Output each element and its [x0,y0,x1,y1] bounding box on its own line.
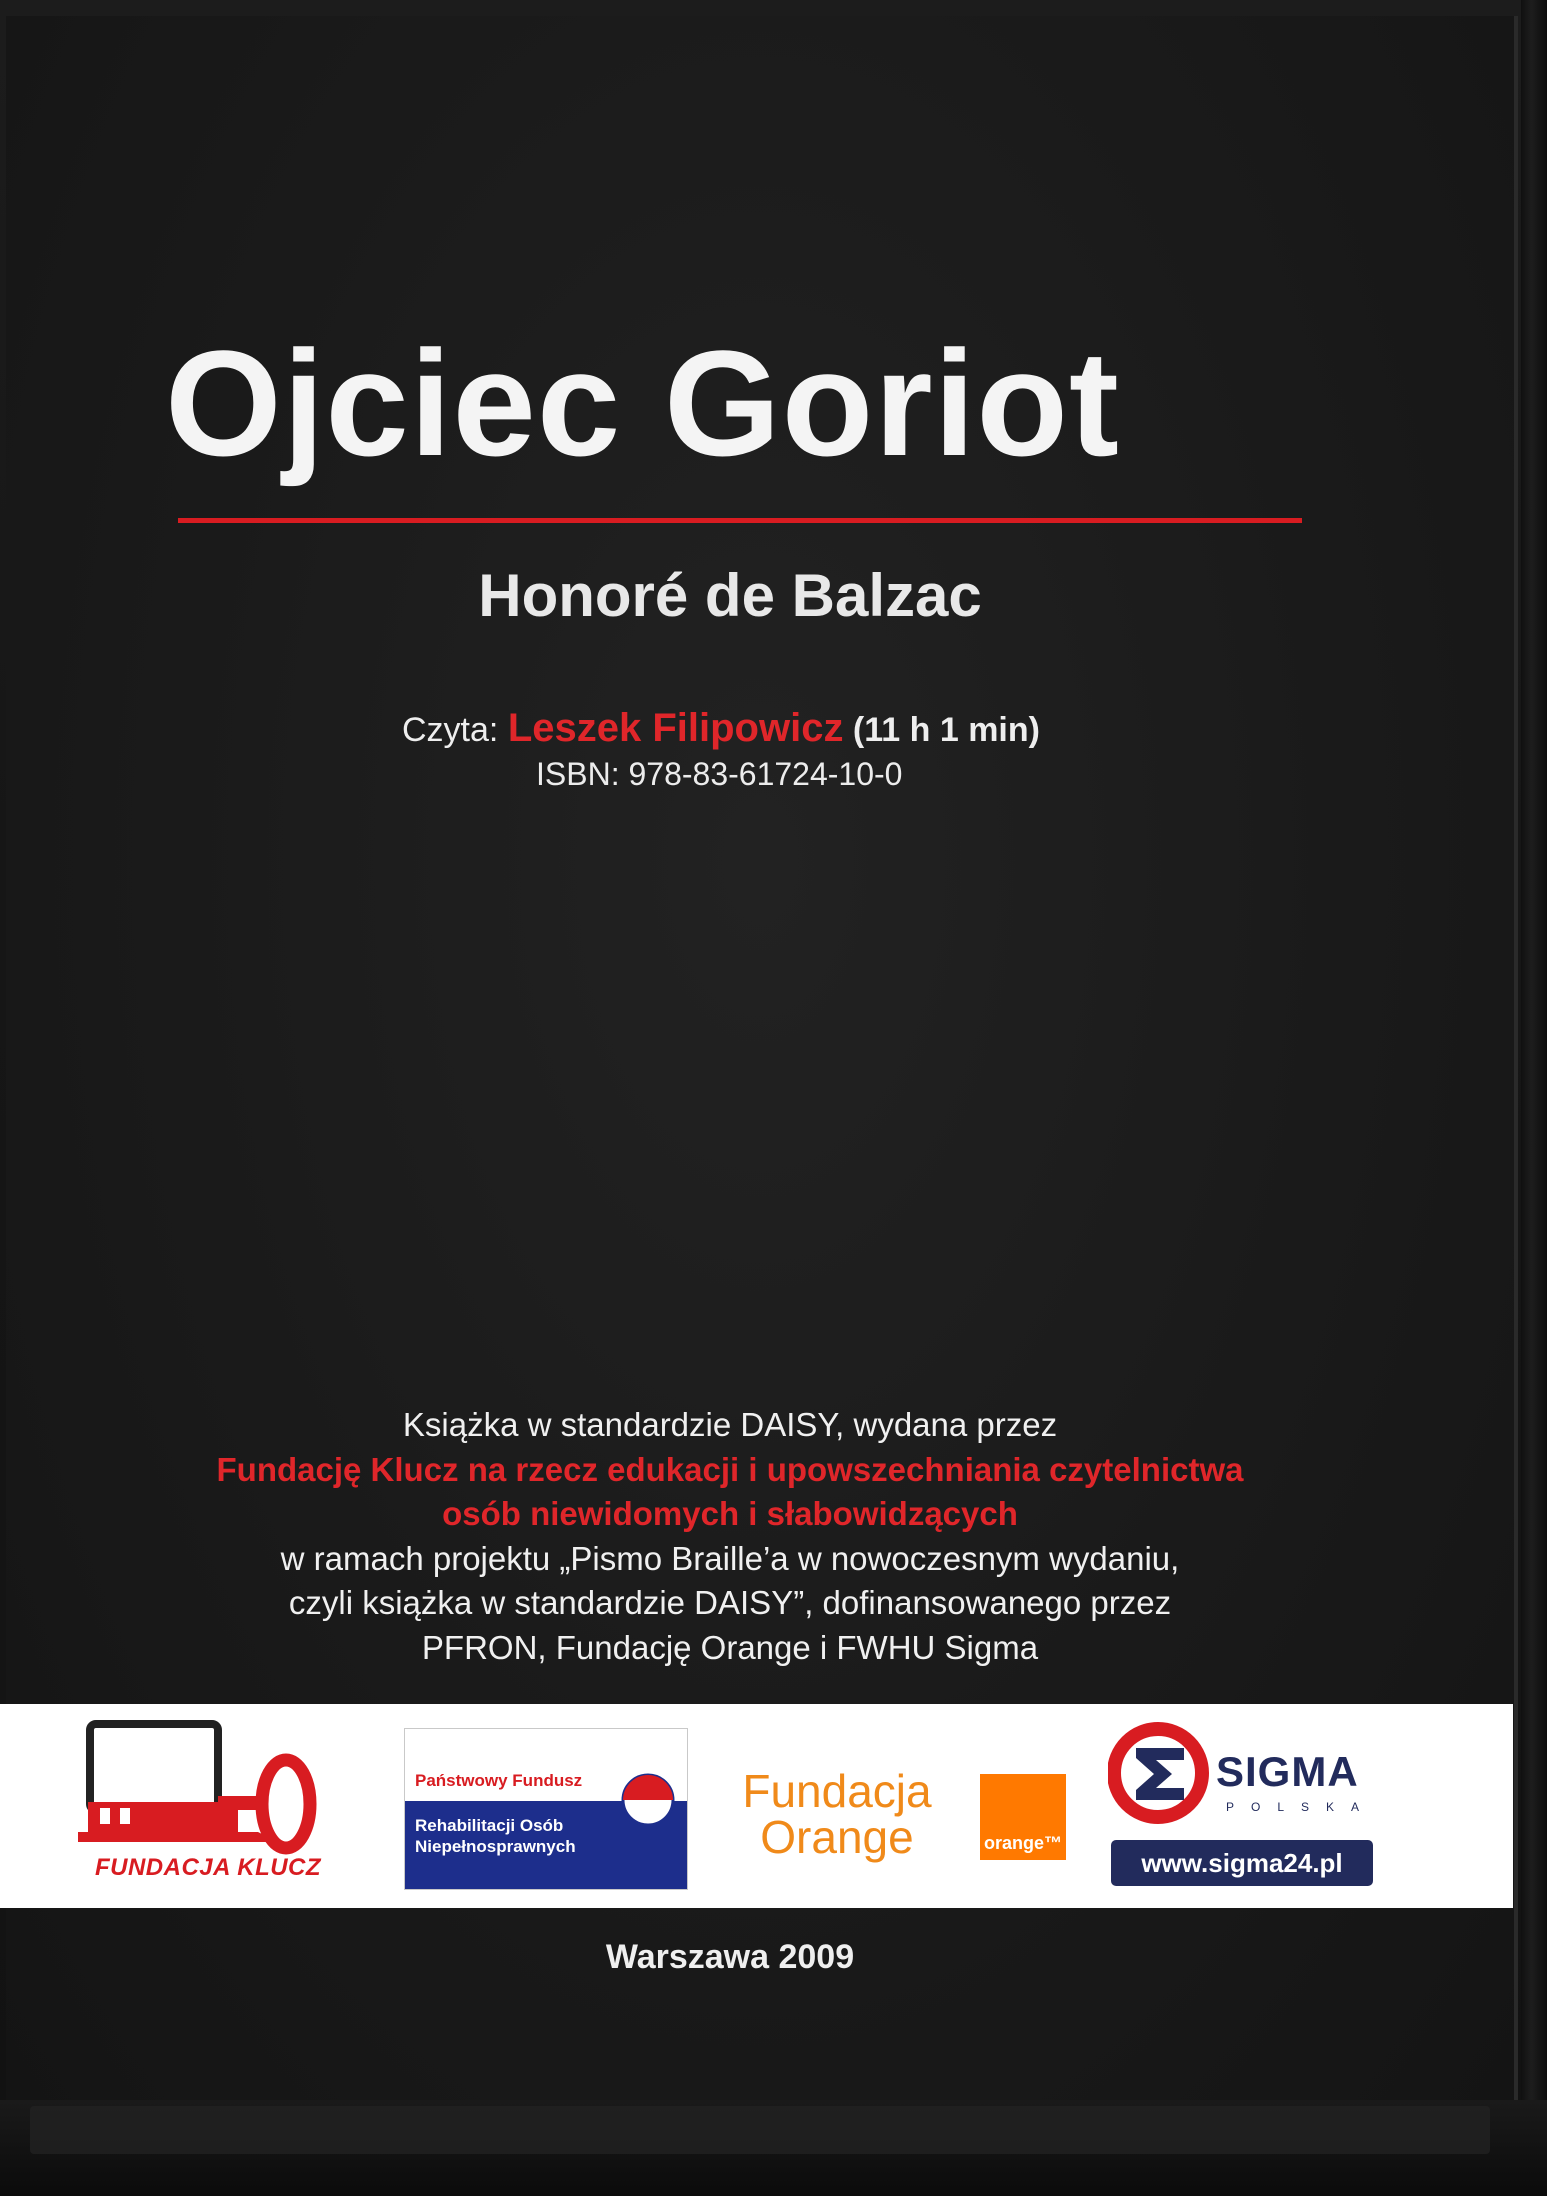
reader-line [402,704,1040,754]
orange-brand-square [980,1774,1066,1860]
pfron-logo-line: Niepełnosprawnych [415,1837,576,1856]
info-line: w ramach projektu „Pismo Braille’a w nowoczesnym wydaniu, [280,1539,1180,1577]
isbn: ISBN: 978-83-61724-10-0 [536,756,903,792]
orange-logo-line: Fundacja [742,1765,932,1817]
publication-info [0,1403,1460,1670]
author-name: Honoré de Balzac [478,562,982,629]
orange-logo-line: Orange [760,1811,914,1863]
info-line: PFRON, Fundację Orange i FWHU Sigma [421,1628,1039,1666]
pfron-logo [404,1728,688,1890]
fundacja-orange-logo [722,1765,952,1863]
pfron-logo-lines [415,1815,576,1857]
sigma-polska-logo [1108,1718,1398,1898]
klucz-logo-text: FUNDACJA KLUCZ [94,1854,322,1881]
pfron-logo-line: Rehabilitacji Osób [415,1816,564,1835]
key-laptop-icon [78,1716,338,1856]
fundacja-klucz-logo [78,1716,338,1896]
info-line: czyli książka w standardzie DAISY”, dofinansowanego przez [288,1584,1172,1621]
sponsor-logo-band [0,1704,1513,1908]
info-line-foundation: Fundację Klucz na rzecz edukacji i upowszechniania czytelnictwa [216,1450,1244,1488]
pfron-logo-line: Państwowy Fundusz [415,1771,583,1790]
sigma-name: SIGMA [1216,1748,1359,1795]
info-line: Książka w standardzie DAISY, wydana przez [402,1406,1058,1443]
case-bottom-edge [0,2100,1547,2196]
case-edge [1521,0,1547,2196]
pfron-circle-icon [621,1773,675,1827]
sigma-emblem-icon [1108,1718,1212,1828]
orange-square-text: orange™ [984,1833,1063,1853]
sigma-subtitle: POLSKA [1226,1800,1377,1814]
sigma-url: www.sigma24.pl [1111,1840,1373,1886]
duration: (11 h 1 min) [852,711,1040,749]
reader-name: Leszek Filipowicz [507,706,844,750]
title-underline [178,518,1302,523]
reader-label: Czyta: [402,711,499,749]
place-and-year: Warszawa 2009 [605,1938,855,1976]
book-title: Ojciec Goriot [165,319,1120,487]
info-line-foundation-cont: osób niewidomych i słabowidzących [442,1495,1018,1532]
